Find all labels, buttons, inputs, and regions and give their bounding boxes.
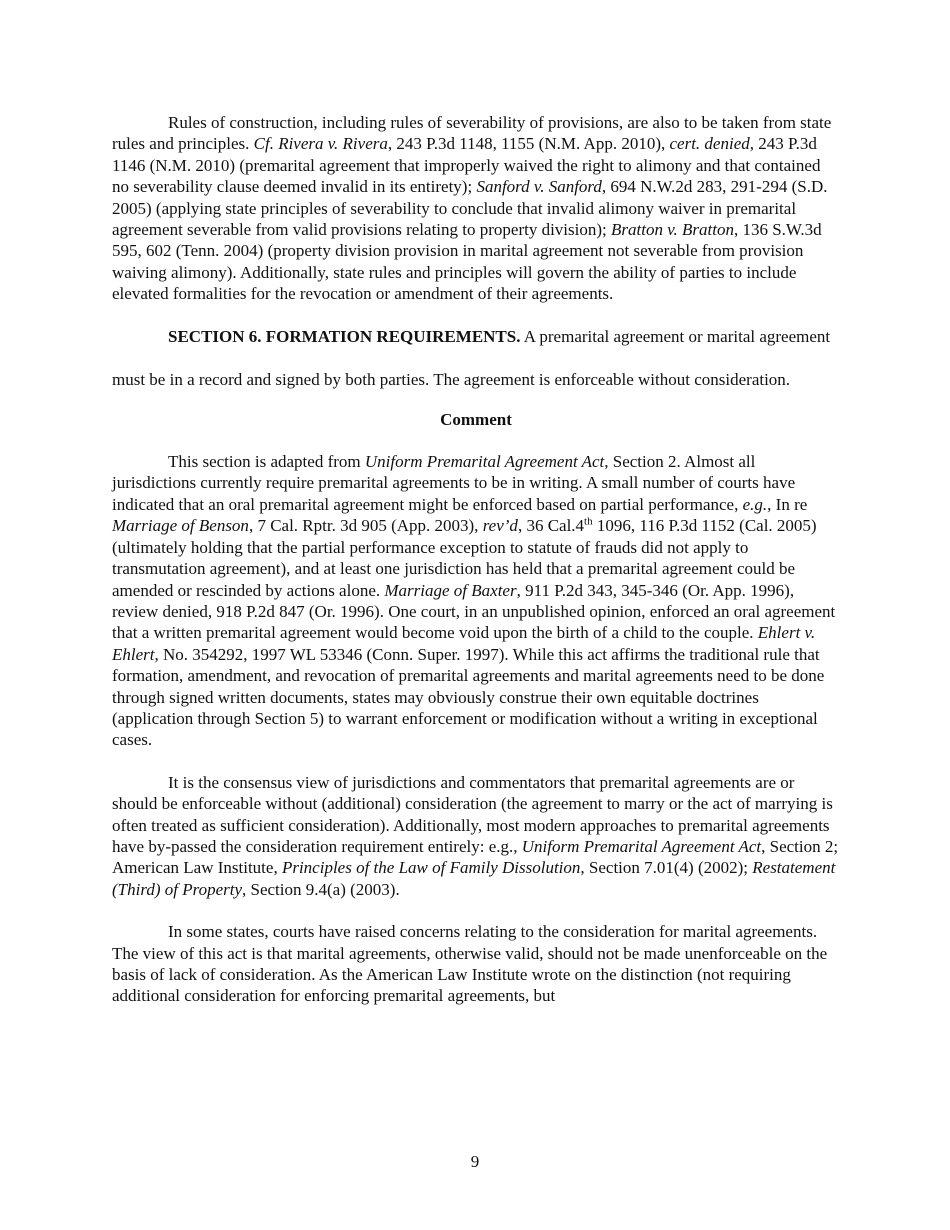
treatise-citation: Restatement (Third) of Property [112,858,836,899]
section-heading: SECTION 6. FORMATION REQUIREMENTS. [168,326,521,346]
act-citation: Uniform Premarital Agreement Act [364,452,605,472]
case-citation: Cf. Rivera v. Rivera [253,134,388,154]
page-number: 9 [470,1152,480,1171]
paragraph-adapted: This section is adapted from Uniform Premarital Agreement Act, Section 2. Almost all jurisdictions currently require premarital agreements to be in writing. A small number of courts have indicated that an oral premarital agreement might be enforced based on partial performance, e.g., In re Marriage of Benson, 7 Cal. Rptr. 3d 905 (App. 2003), rev’d, 36 Cal.4th 1096, 116 P.3d 1152 (Cal. 2005) (ultimately holding that the partial performance exception to statute of frauds did not apply to transmutation agreement), and at least one jurisdiction has held that a premarital agreement could be amended or rescinded by actions alone. Marriage of Baxter, 911 P.2d 343, 345-346 (Or. App. 1996), review denied, 918 P.2d 847 (Or. 1996). One court, in an unpublished opinion, enforced an oral agreement that a written premarital agreement would become void upon the birth of a child to the couple. Ehlert v. Ehlert, No. 354292, 1997 WL 53346 (Conn. Super. 1997). While this act affirms the traditional rule that formation, amendment, and revocation of premarital agreements and marital agreements need to be done through signed written documents, states may obviously construe their own equitable doctrines (application through Section 5) to warrant enforcement or modification without a writing in exceptional cases. [112,452,836,750]
section-6-text: SECTION 6. FORMATION REQUIREMENTS. A premarital agreement or marital agreement must be in a record and signed by both parties. The agreement is enforceable without consideration. [112,326,831,389]
document-page [112,112,840,1007]
treatise-citation: Principles of the Law of Family Dissolution [281,858,581,878]
case-citation: Sanford v. Sanford [476,177,602,197]
paragraph-severability: Rules of construction, including rules of severability of provisions, are also to be taken from state rules and principles. Cf. Rivera v. Rivera, 243 P.3d 1148, 1155 (N.M. App. 2010), cert. denied, 243 P.3d 1146 (N.M. 2010) (premarital agreement that improperly waived the right to alimony and that contained no severability clause deemed invalid in its entirety); Sanford v. Sanford, 694 N.W.2d 283, 291-294 (S.D. 2005) (applying state principles of severability to conclude that invalid alimony waiver in premarital agreement severable from valid provisions relating to property division); Bratton v. Bratton, 136 S.W.3d 595, 602 (Tenn. 2004) (property division provision in marital agreement not severable from provision waiving alimony). Additionally, state rules and principles will govern the ability of parties to include elevated formalities for the revocation or amendment of their agreements. [112,113,832,304]
act-citation: Uniform Premarital Agreement Act [521,836,762,856]
case-citation: cert. denied [669,134,750,154]
case-citation: Ehlert v. Ehlert [112,623,816,664]
case-citation: Marriage of Benson [112,516,249,536]
case-citation: Bratton v. Bratton [611,220,734,240]
paragraph-consensus: It is the consensus view of jurisdictions and commentators that premarital agreements are or should be enforceable without (additional) consideration (the agreement to marry or the act of marrying is often treated as sufficient consideration). Additionally, most modern approaches to premarital agreements have by-passed the consideration requirement entirely: e.g., Uniform Premarital Agreement Act, Section 2; American Law Institute, Principles of the Law of Family Dissolution, Section 7.01(4) (2002); Restatement (Third) of Property, Section 9.4(a) (2003). [112,772,839,899]
comment-heading: Comment [440,409,512,429]
paragraph-states: In some states, courts have raised concerns relating to the consideration for marital agreements. The view of this act is that marital agreements, otherwise valid, should not be made unenforceable on the basis of lack of consideration. As the American Law Institute wrote on the distinction (not requiring additional consideration for enforcing premarital agreements, but [112,922,828,1006]
case-citation: Marriage of Baxter [384,580,517,600]
